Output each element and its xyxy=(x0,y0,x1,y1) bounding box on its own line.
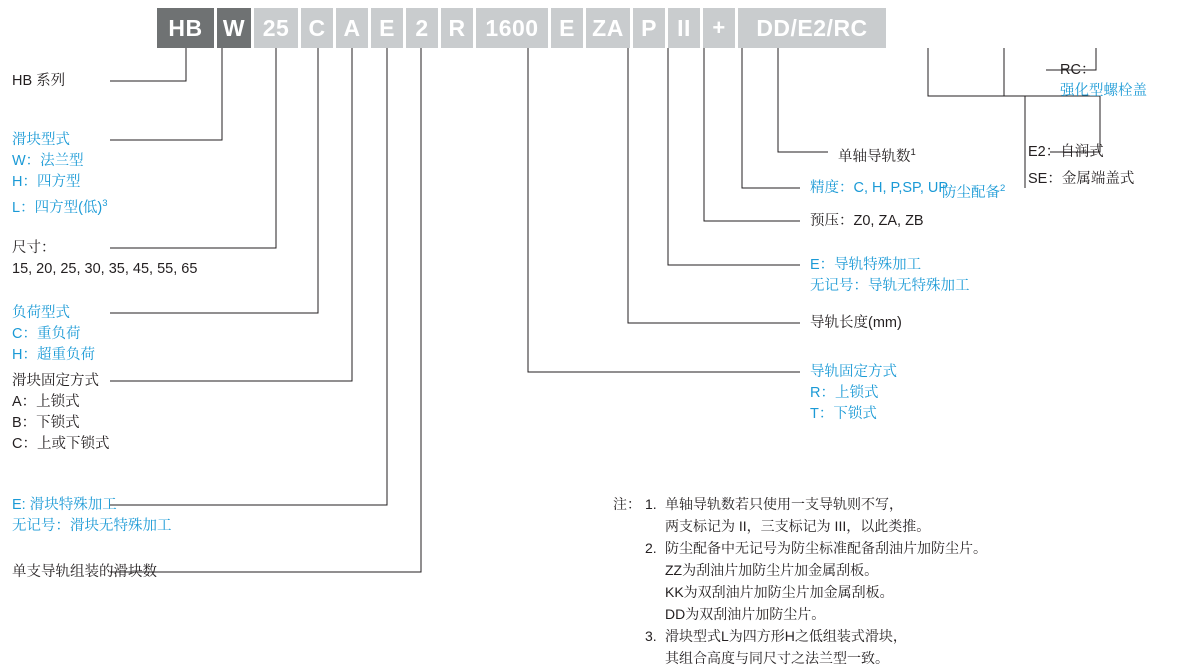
label-dust-proof-text: 防尘配备 xyxy=(942,184,1000,201)
label-rail-per-axis-sup: 1 xyxy=(910,147,916,158)
label-rail-length: 导轨长度(mm) xyxy=(810,315,902,331)
label-load-type-h: H：超重负荷 xyxy=(12,347,95,363)
notes-list xyxy=(645,493,987,669)
note-number-3: 3. xyxy=(645,628,657,644)
label-load-type-c: C：重负荷 xyxy=(12,326,81,342)
label-block-type-l-text: L：四方型(低) xyxy=(12,199,103,216)
notes-label: 注： xyxy=(613,496,641,512)
code-cell-za[interactable]: ZA xyxy=(586,8,630,48)
label-block-special-e: E: 滑块特殊加工 xyxy=(12,497,117,513)
note-2-line-2: ZZ为刮油片加防尘片加金属刮板。 xyxy=(665,562,879,578)
label-size-values: 15, 20, 25, 30, 35, 45, 55, 65 xyxy=(12,261,198,277)
code-cell-e1[interactable]: E xyxy=(371,8,403,48)
label-rail-special-none: 无记号：导轨无特殊加工 xyxy=(810,278,970,294)
note-1-line-2: 两支标记为 II，三支标记为 III，以此类推。 xyxy=(665,518,931,534)
label-rail-fixing-title: 导轨固定方式 xyxy=(810,364,897,380)
label-se-metal-end-cap: SE：金属端盖式 xyxy=(1028,171,1135,187)
label-series: HB 系列 xyxy=(12,73,66,89)
note-body-3 xyxy=(665,625,907,669)
label-block-special-none: 无记号：滑块无特殊加工 xyxy=(12,518,172,534)
note-3-line-2: 其组合高度与同尺寸之法兰型一致。 xyxy=(665,650,889,666)
label-rail-fixing-r: R：上锁式 xyxy=(810,385,879,401)
code-cell-e2[interactable]: E xyxy=(551,8,583,48)
note-number-2: 2. xyxy=(645,540,657,556)
label-rail-per-axis-text: 单轴导轨数 xyxy=(838,148,911,165)
label-rail-special-e: E：导轨特殊加工 xyxy=(810,257,922,273)
label-load-type-title: 负荷型式 xyxy=(12,305,70,321)
note-item-2 xyxy=(645,537,987,625)
note-item-3 xyxy=(645,625,987,669)
label-block-count: 单支导轨组装的滑块数 xyxy=(12,564,157,580)
note-2-line-4: DD为双刮油片加防尘片。 xyxy=(665,606,826,622)
note-body-1 xyxy=(665,493,930,537)
code-cell-2[interactable]: 2 xyxy=(406,8,438,48)
code-cell-plus: + xyxy=(703,8,735,48)
note-2-line-3: KK为双刮油片加防尘片加金属刮板。 xyxy=(665,584,894,600)
label-block-fixing-title: 滑块固定方式 xyxy=(12,373,99,389)
code-cell-hb[interactable]: HB xyxy=(157,8,214,48)
label-rail-per-axis xyxy=(838,142,916,168)
code-cell-c[interactable]: C xyxy=(301,8,333,48)
code-cell-a[interactable]: A xyxy=(336,8,368,48)
label-block-fixing-c: C：上或下锁式 xyxy=(12,436,110,452)
code-cell-25[interactable]: 25 xyxy=(254,8,298,48)
label-rc-desc: 强化型螺栓盖 xyxy=(1060,83,1147,99)
code-cell-p[interactable]: P xyxy=(633,8,665,48)
label-block-fixing-b: B：下锁式 xyxy=(12,415,80,431)
label-accuracy: 精度：C, H, P,SP, UP xyxy=(810,180,949,196)
label-dust-proof-sup: 2 xyxy=(1000,183,1006,194)
label-block-type-l xyxy=(12,193,108,219)
note-item-1 xyxy=(645,493,987,537)
code-cell-r[interactable]: R xyxy=(441,8,473,48)
label-preload: 预压：Z0, ZA, ZB xyxy=(810,213,924,229)
label-block-type-title: 滑块型式 xyxy=(12,132,70,148)
code-cell-ii[interactable]: II xyxy=(668,8,700,48)
code-cell-1600[interactable]: 1600 xyxy=(476,8,548,48)
label-block-type-l-sup: 3 xyxy=(102,198,108,209)
label-block-fixing-a: A：上锁式 xyxy=(12,394,80,410)
label-rail-fixing-t: T：下锁式 xyxy=(810,406,877,422)
note-2-line-1: 防尘配备中无记号为防尘标准配备刮油片加防尘片。 xyxy=(665,540,987,556)
label-size-title: 尺寸： xyxy=(12,240,56,256)
label-block-type-w: W：法兰型 xyxy=(12,153,84,169)
label-dust-proof xyxy=(942,178,1005,204)
model-code-row xyxy=(157,8,889,48)
label-block-type-h: H：四方型 xyxy=(12,174,81,190)
code-cell-w[interactable]: W xyxy=(217,8,251,48)
note-number-1: 1. xyxy=(645,496,657,512)
label-rc-title: RC： xyxy=(1060,62,1096,78)
code-cell-dd-e2-rc[interactable]: DD/E2/RC xyxy=(738,8,886,48)
notes-block xyxy=(613,493,987,669)
label-e2-self-lubricating: E2：自润式 xyxy=(1028,144,1104,160)
note-3-line-1: 滑块型式L为四方形H之低组装式滑块， xyxy=(665,628,907,644)
note-body-2 xyxy=(665,537,987,625)
note-1-line-1: 单轴导轨数若只使用一支导轨则不写， xyxy=(665,496,903,512)
